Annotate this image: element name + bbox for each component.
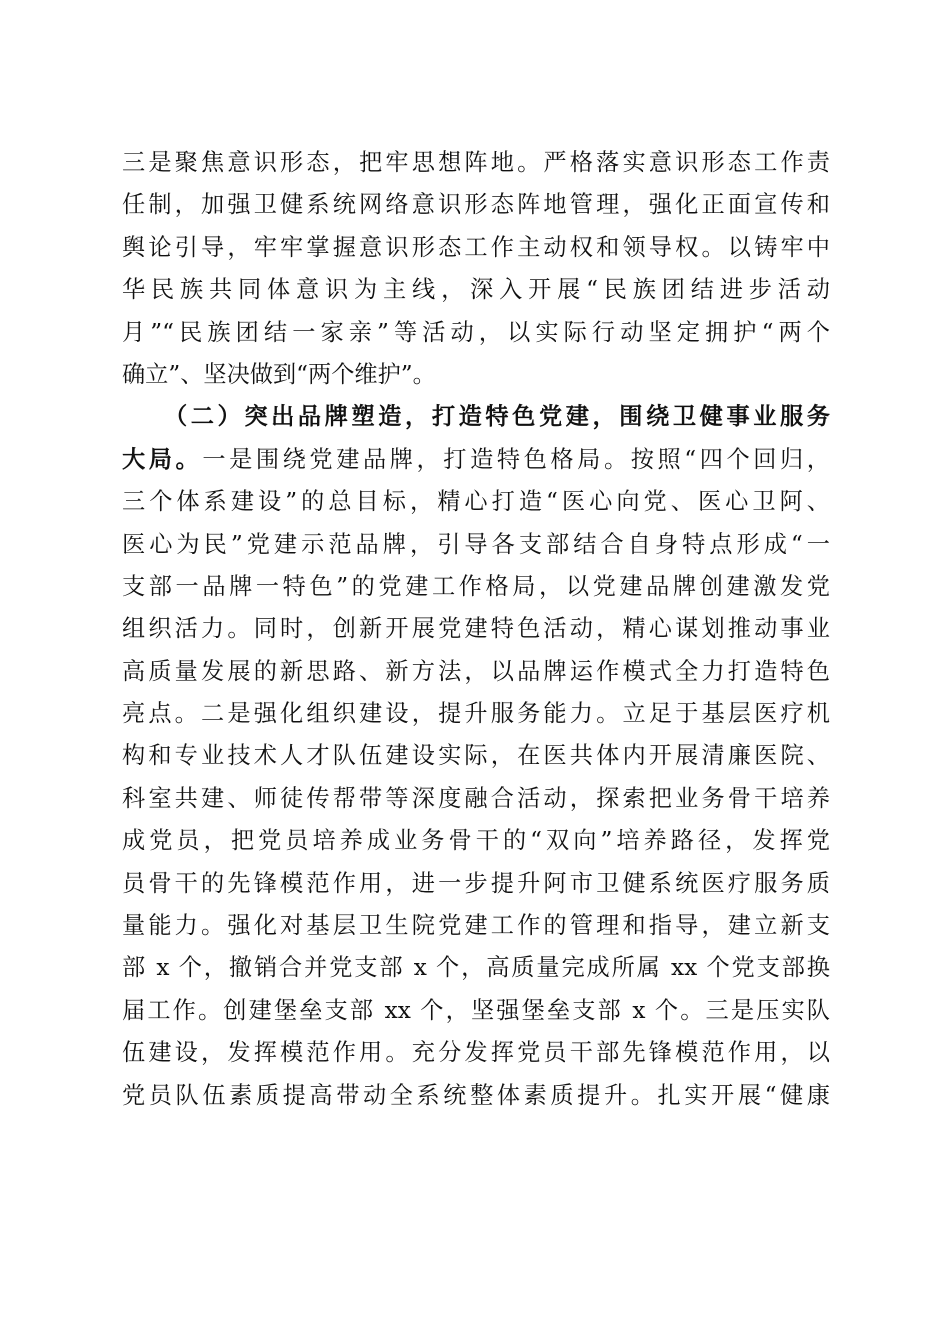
text-line-11: 支部一品牌一特色”的党建工作格局，以党建品牌创建激发党 [122,572,830,600]
text-line-2: 任制，加强卫健系统网络意识形态阵地管理，强化正面宣传和 [122,191,830,219]
text-line-12: 组织活力。同时，创新开展党建特色活动，精心谋划推动事业 [122,615,830,643]
text-line-10: 医心为民”党建示范品牌，引导各支部结合自身特点形成“一 [122,530,830,558]
text-line-6: 确立”、坚决做到“两个维护”。 [122,360,436,388]
text-line-20: 部 x 个，撤销合并党支部 x 个，高质量完成所属 xx 个党支部换 [122,954,830,982]
text-line-4: 华民族共同体意识为主线，深入开展“民族团结进步活动 [122,276,830,304]
text-line-8 [122,439,830,481]
text-line-13: 高质量发展的新思路、新方法，以品牌运作模式全力打造特色 [122,657,830,685]
text-line-18: 员骨干的先锋模范作用，进一步提升阿市卫健系统医疗服务质 [122,869,830,897]
text-line-21: 届工作。创建堡垒支部 xx 个，坚强堡垒支部 x 个。三是压实队 [122,996,830,1024]
text-line-16: 科室共建、师徒传帮带等深度融合活动，探索把业务骨干培养 [122,784,830,812]
text-line-8-rest: 一是围绕党建品牌，打造特色格局。按照“四个回归， [202,445,830,473]
text-line-22: 伍建设，发挥模范作用。充分发挥党员干部先锋模范作用，以 [122,1039,830,1067]
text-line-5: 月”“民族团结一家亲”等活动，以实际行动坚定拥护“两个 [122,318,830,346]
text-line-9: 三个体系建设”的总目标，精心打造“医心向党、医心卫阿、 [122,488,830,516]
body-text [122,142,830,1117]
text-line-14: 亮点。二是强化组织建设，提升服务能力。立足于基层医疗机 [122,700,830,728]
text-line-15: 构和专业技术人才队伍建设实际，在医共体内开展清廉医院、 [122,742,830,770]
section-heading-end: 大局。 [122,445,203,473]
text-line-3: 舆论引导，牢牢掌握意识形态工作主动权和领导权。以铸牢中 [122,233,830,261]
section-heading: （二）突出品牌塑造，打造特色党建，围绕卫健事业服务 [122,403,830,431]
text-line-1: 三是聚焦意识形态，把牢思想阵地。严格落实意识形态工作责 [122,149,830,176]
text-line-23: 党员队伍素质提高带动全系统整体素质提升。扎实开展“健康 [122,1081,830,1109]
text-line-19: 量能力。强化对基层卫生院党建工作的管理和指导，建立新支 [122,912,830,940]
text-line-17: 成党员，把党员培养成业务骨干的“双向”培养路径，发挥党 [122,827,830,855]
